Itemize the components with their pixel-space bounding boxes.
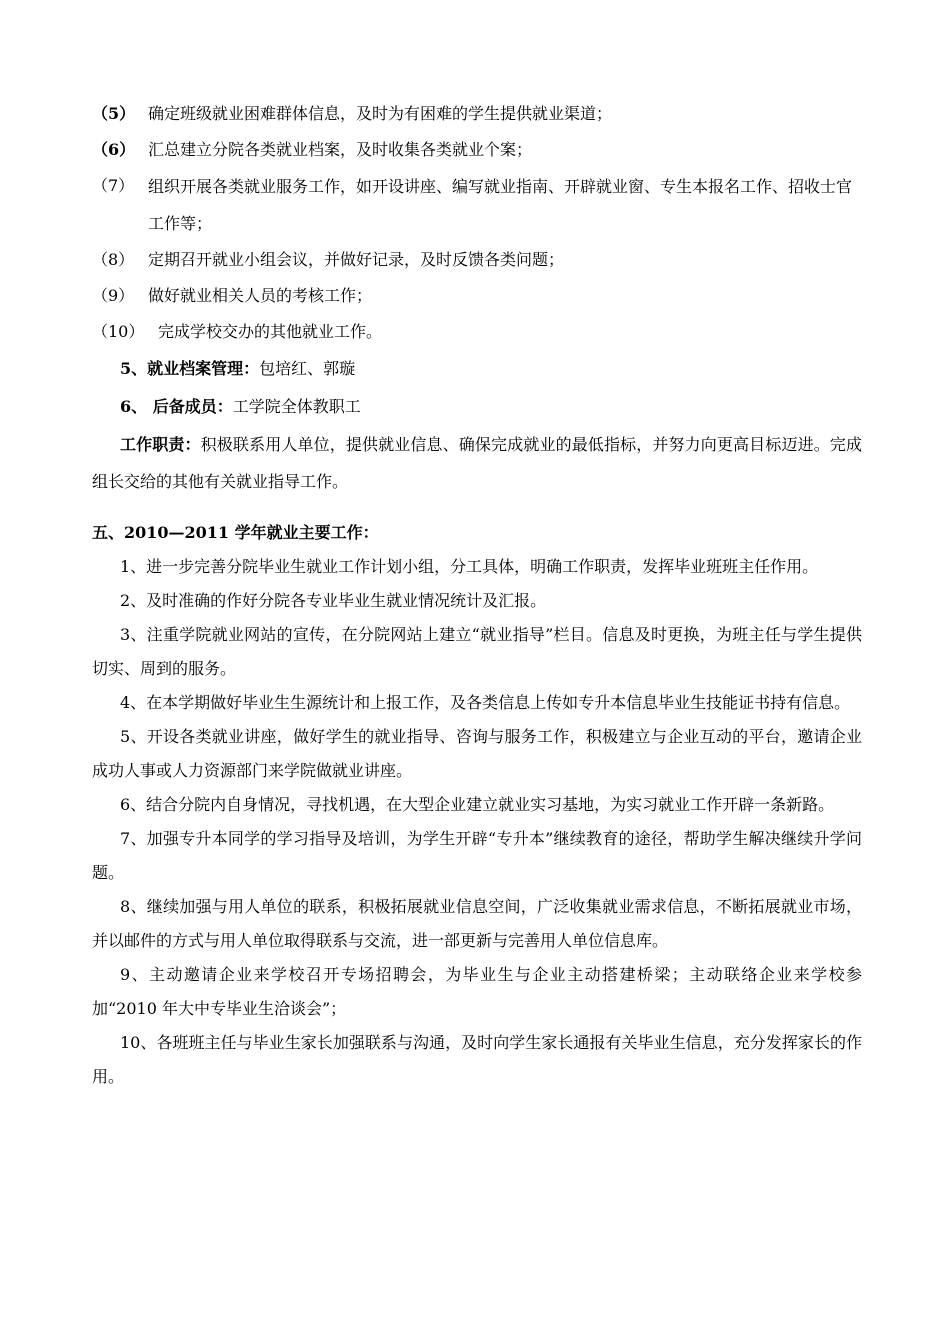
duty-item <box>92 242 862 278</box>
duty-item <box>92 96 862 132</box>
work-item: 9、主动邀请企业来学校召开专场招聘会，为毕业生与企业主动搭建桥梁；主动联络企业来学校参加“2010 年大中专毕业生洽谈会”； <box>92 965 862 1018</box>
duty-text: 做好就业相关人员的考核工作； <box>148 286 373 305</box>
work-item: 7、加强专升本同学的学习指导及培训，为学生开辟“专升本”继续教育的途径，帮助学生解决继续升学问题。 <box>92 829 862 882</box>
work-item: 6、结合分院内自身情况，寻找机遇，在大型企业建立就业实习基地，为实习就业工作开辟一条新路。 <box>120 795 835 814</box>
role-label: 5、就业档案管理： <box>120 359 260 378</box>
duty-number: （8） <box>92 250 135 269</box>
work-item: 5、开设各类就业讲座，做好学生的就业指导、咨询与服务工作，积极建立与企业互动的平台，邀请企业成功人事或人力资源部门来学院做就业讲座。 <box>92 727 862 780</box>
duty-text: 汇总建立分院各类就业档案，及时收集各类就业个案； <box>148 140 533 159</box>
duty-text: 定期召开就业小组会议，并做好记录，及时反馈各类问题； <box>148 250 565 269</box>
work-item: 3、注重学院就业网站的宣传，在分院网站上建立“就业指导”栏目。信息及时更换，为班主任与学生提供切实、周到的服务。 <box>92 625 862 678</box>
work-duty-paragraph <box>92 426 862 500</box>
work-duty-label: 工作职责： <box>120 435 201 454</box>
role-value: 包培红、郭璇 <box>259 359 356 378</box>
work-item: 2、及时准确的作好分院各专业毕业生就业情况统计及汇报。 <box>120 591 547 610</box>
duty-number: （6） <box>92 140 136 159</box>
work-duty-text: 积极联系用人单位，提供就业信息、确保完成就业的最低指标，并努力向更高目标迈进。完成组长交给的其他有关就业指导工作。 <box>92 435 862 491</box>
work-item: 4、在本学期做好毕业生生源统计和上报工作，及各类信息上传如专升本信息毕业生技能证书持有信息。 <box>120 693 851 712</box>
duty-text: 组织开展各类就业服务工作，如开设讲座、编写就业指南、开辟就业窗、专生本报名工作、招收士官工作等； <box>148 177 853 233</box>
role-archive-management <box>92 350 862 388</box>
duty-number: （5） <box>92 104 136 123</box>
duty-item <box>92 132 862 168</box>
document-page <box>92 96 862 1094</box>
duty-number: （7） <box>92 176 135 195</box>
duty-number: （9） <box>92 286 135 305</box>
section-title: 五、2010—2011 学年就业主要工作： <box>92 523 379 542</box>
duty-number: （10） <box>92 322 145 341</box>
work-item: 10、各班班主任与毕业生家长加强联系与沟通，及时向学生家长通报有关毕业生信息，充分发挥家长的作用。 <box>92 1033 862 1086</box>
work-item: 8、继续加强与用人单位的联系，积极拓展就业信息空间，广泛收集就业需求信息，不断拓展就业市场，并以邮件的方式与用人单位取得联系与交流，进一部更新与完善用人单位信息库。 <box>92 897 862 950</box>
role-value: 工学院全体教职工 <box>232 397 361 416</box>
duty-text: 确定班级就业困难群体信息，及时为有困难的学生提供就业渠道； <box>148 104 613 123</box>
role-reserve-members <box>92 388 862 426</box>
duty-text: 完成学校交办的其他就业工作。 <box>158 322 383 341</box>
role-label: 6、 后备成员： <box>120 397 233 416</box>
work-item: 1、进一步完善分院毕业生就业工作计划小组，分工具体，明确工作职责，发挥毕业班班主任作用。 <box>120 557 819 576</box>
duty-item <box>92 314 862 350</box>
duty-item <box>92 168 862 242</box>
duty-item <box>92 278 862 314</box>
